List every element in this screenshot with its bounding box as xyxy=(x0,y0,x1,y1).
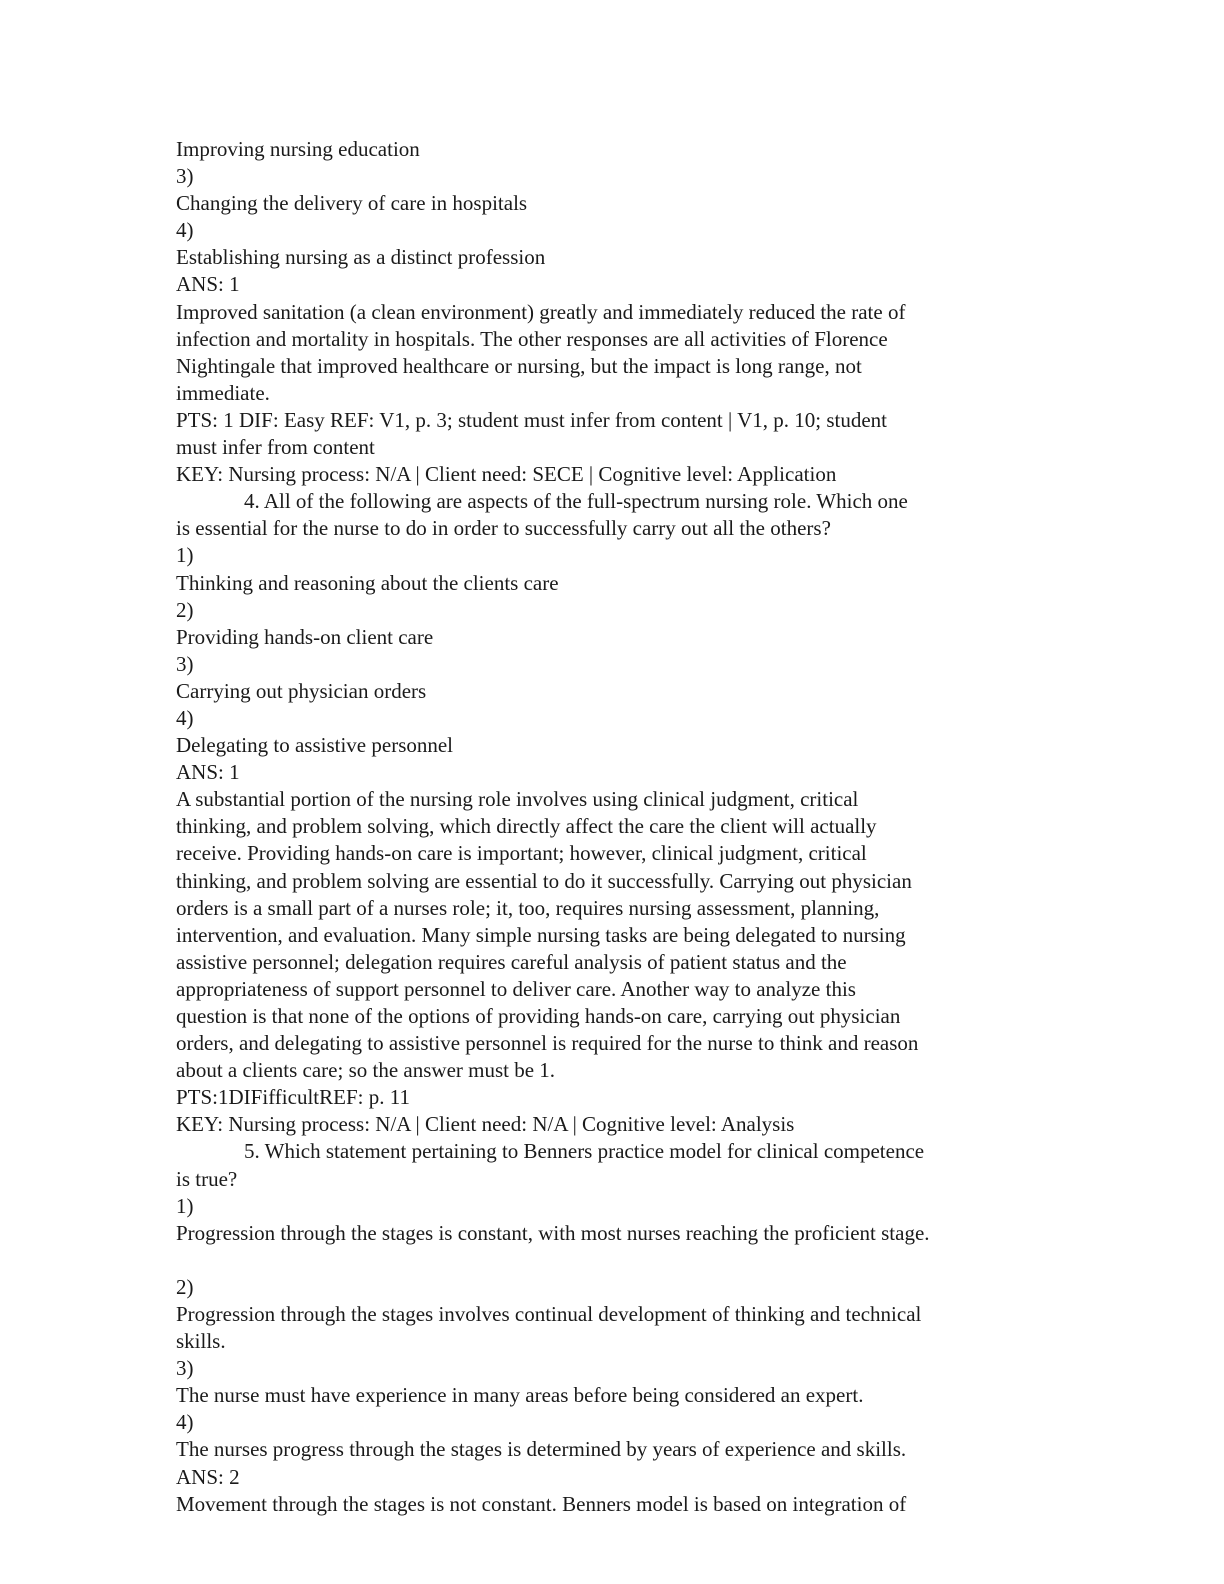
option-number: 1) xyxy=(176,1193,194,1218)
option-number: 2) xyxy=(176,597,194,622)
option-number: 2) xyxy=(176,1274,194,1299)
rationale-line: appropriateness of support personnel to deliver care. Another way to analyze this xyxy=(176,976,856,1001)
option-text: Delegating to assistive personnel xyxy=(176,733,454,758)
question-line: 4. All of the following are aspects of the full-spectrum nursing role. Which one xyxy=(244,489,908,514)
question-line: is essential for the nurse to do in order to successfully carry out all the others? xyxy=(176,516,831,541)
option-number: 4) xyxy=(176,705,194,730)
option-number: 3) xyxy=(176,1356,194,1381)
pts-line: PTS: 1 DIF: Easy REF: V1, p. 3; student must infer from content | V1, p. 10; student xyxy=(176,407,887,432)
key-line: KEY: Nursing process: N/A | Client need: N/A | Cognitive level: Analysis xyxy=(176,1112,795,1137)
option-text: Carrying out physician orders xyxy=(176,678,427,703)
rationale-line: question is that none of the options of providing hands-on care, carrying out physician xyxy=(176,1004,901,1028)
answer-line: ANS: 1 xyxy=(176,272,240,297)
text-line: Changing the delivery of care in hospitals xyxy=(176,191,528,216)
document-page xyxy=(176,136,1016,1518)
answer-line: ANS: 2 xyxy=(176,1464,240,1489)
rationale-line: intervention, and evaluation. Many simple nursing tasks are being delegated to nursing xyxy=(176,922,906,947)
rationale-line: Improved sanitation (a clean environment) greatly and immediately reduced the rate of xyxy=(176,299,906,324)
blank-line xyxy=(176,1247,1016,1274)
question-line: 5. Which statement pertaining to Benners practice model for clinical competence xyxy=(244,1139,925,1164)
text-line: Improving nursing education xyxy=(176,137,420,161)
rationale-line: infection and mortality in hospitals. The other responses are all activities of Florence xyxy=(176,326,888,351)
option-text: The nurses progress through the stages is determined by years of experience and skills. xyxy=(176,1437,907,1462)
rationale-line: receive. Providing hands-on care is important; however, clinical judgment, critical xyxy=(176,841,867,866)
option-number: 1) xyxy=(176,543,194,568)
rationale-line: Nightingale that improved healthcare or nursing, but the impact is long range, not xyxy=(176,353,862,378)
option-number: 4) xyxy=(176,218,194,243)
option-text: The nurse must have experience in many areas before being considered an expert. xyxy=(176,1383,864,1408)
rationale-line: immediate. xyxy=(176,380,270,405)
option-text: Progression through the stages is constant, with most nurses reaching the proficient stage. xyxy=(176,1220,930,1245)
option-text: Providing hands-on client care xyxy=(176,624,434,649)
pts-line: PTS:1DIFifficultREF: p. 11 xyxy=(176,1085,410,1110)
rationale-line: orders, and delegating to assistive personnel is required for the nurse to think and reason xyxy=(176,1031,919,1056)
rationale-line: Movement through the stages is not constant. Benners model is based on integration of xyxy=(176,1491,907,1516)
rationale-line: orders is a small part of a nurses role; it, too, requires nursing assessment, planning, xyxy=(176,895,880,920)
rationale-line: thinking, and problem solving are essential to do it successfully. Carrying out physician xyxy=(176,868,912,893)
rationale-line: thinking, and problem solving, which directly affect the care the client will actually xyxy=(176,814,877,839)
pts-line: must infer from content xyxy=(176,435,375,460)
option-number: 4) xyxy=(176,1410,194,1435)
answer-line: ANS: 1 xyxy=(176,760,240,785)
option-text: Thinking and reasoning about the clients care xyxy=(176,570,559,595)
option-text: Progression through the stages involves continual development of thinking and technical xyxy=(176,1301,922,1326)
option-text: skills. xyxy=(176,1329,226,1354)
option-number: 3) xyxy=(176,651,194,676)
text-line: Establishing nursing as a distinct profession xyxy=(176,245,546,270)
rationale-line: assistive personnel; delegation requires careful analysis of patient status and the xyxy=(176,949,847,974)
rationale-line: about a clients care; so the answer must be 1. xyxy=(176,1058,556,1083)
key-line: KEY: Nursing process: N/A | Client need: SECE | Cognitive level: Application xyxy=(176,462,837,487)
rationale-line: A substantial portion of the nursing role involves using clinical judgment, critical xyxy=(176,787,859,812)
question-line: is true? xyxy=(176,1166,238,1191)
option-number: 3) xyxy=(176,164,194,189)
